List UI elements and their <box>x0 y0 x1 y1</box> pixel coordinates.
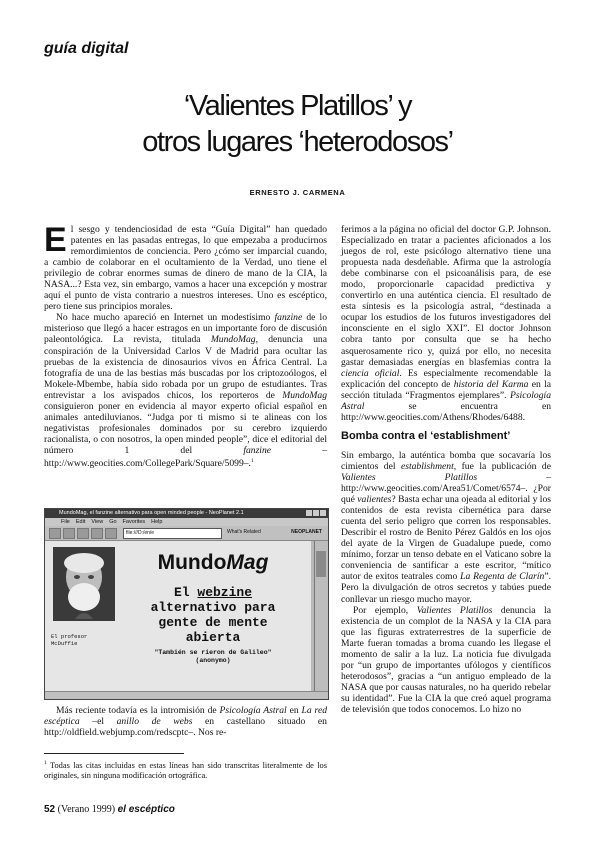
magazine-name: el escéptico <box>117 804 175 815</box>
status-bar <box>45 691 328 699</box>
author-byline: ERNESTO J. CARMENA <box>249 188 346 197</box>
refresh-icon <box>91 528 103 539</box>
professor-photo <box>53 547 115 621</box>
issue-info: (Verano 1999) <box>55 804 118 815</box>
home-icon <box>105 528 117 539</box>
title-line-1: ‘Valientes Platillos’ y <box>183 90 412 122</box>
galileo-quote: "También se rieron de Galileo" (anonymo) <box>154 649 272 664</box>
paragraph: Más reciente todavía es la intromisión de Psicología Astral en La red escéptica –el anillo de webs en castellano situado en http://oldfield.webjump.com/redscptc–. Nos re- <box>44 705 327 739</box>
window-titlebar: MundoMag, el fanzine alternativo para open minded people - NeoPlanet 2.1 <box>45 509 328 518</box>
page-footer <box>44 804 175 815</box>
forward-icon <box>63 528 75 539</box>
address-field: file:///D:/en/e <box>123 528 222 539</box>
mundomag-logo: MundoMag <box>157 551 269 574</box>
drop-cap: E <box>44 221 67 259</box>
website-screenshot <box>44 508 329 700</box>
stop-icon <box>77 528 89 539</box>
maximize-icon <box>313 510 319 516</box>
scrollbar <box>314 541 328 691</box>
window-menubar: File Edit View Go Favorites Help <box>45 518 328 526</box>
page-number: 52 <box>44 804 56 815</box>
minimize-icon <box>306 510 312 516</box>
paragraph: No hace mucho apareció en Internet un modestísimo fanzine de lo misterioso que llegó a hacer estragos en un importante foro de discusión paleontológica. La revista, titulada MundoMag, denuncia una conspiración de la Universidad Carlos V de Madrid para ocultar las pruebas de la existencia de dinosaurios vivos en África Central. La fotografía de una de las bestias más buscadas por los criptozoólogos, el Mokele-Mbembe, había sido robada por un grupo de estudiantes. Tras entrevistar a los avispados chicos, los reporteros de MundoMag consiguieron poner en evidencia al mayor experto oficial español en animales antediluvianos. “Judga por ti mismo si te alineas con los negativistas profesionales dominados por su cerebro izquierdo racionalista, o con nosotros, la open minded people”, dice el editorial del número 1 del fanzine –http://www.geocities.com/CollegePark/Square/5099–.$^1$ <box>44 312 327 470</box>
window-toolbar <box>45 526 328 541</box>
left-column <box>44 221 327 470</box>
paragraph: Por ejemplo, Valientes Platillos denuncia la existencia de un complot de la NASA y la CIA para que las figuras extraterrestres de la superficie de Marte fueran tomadas a broma cuando les llegase el momento de salir a la luz. La noticia fue divulgada por “un grupo de importantes ufólogos y científicos heterodosos”, gracias a “un antiguo empleado de la NASA que por causas naturales, no ha querido rebelar su identidad”. Fue la CIA la que creó aquel programa de televisión que todos conocemos. Lo hizo no <box>341 604 551 715</box>
back-icon <box>49 528 61 539</box>
browser-brand: NEOPLANET <box>291 529 322 535</box>
footnote-ref: 1 <box>250 457 254 464</box>
section-tag: guía digital <box>44 40 129 57</box>
subheading: Bomba contra el ‘establishment’ <box>341 429 511 442</box>
scrollbar-thumb <box>316 551 326 577</box>
title-line-2: otros lugares ‘heterodosos’ <box>142 126 453 158</box>
left-column-continued <box>44 705 327 738</box>
paragraph: ferimos a la página no oficial del doctor G.P. Johnson. Especializado en tratar a pacientes aficionados a los juegos de rol, este psicólogo alternativo tiene una propuesta nada desdeñable. Afirma que la astrología debe combinarse con el psicoanálisis para, de ese modo, proporcionarle capacidad predictiva y convertirlo en una auténtica ciencia. El resultado de esta síntesis es la psicología astral, “destinada a ocupar los estudios de los futuros investigadores del inconsciente en el siglo XXI”. El doctor Johnson cobra tanto por consulta que se ha hecho asquerosamente rico y, quizá por ello, no necesita gastar demasiadas energías en blasfemias contra la ciencia oficial. Es especialmente recomendable la explicación del concepto de historia del Karma en la sección titulada “Fragmentos ejemplares”. Psicología Astral se encuentra en http://www.geocities.com/Athens/Rhodes/6488. <box>341 224 552 423</box>
paragraph: Sin embargo, la auténtica bomba que socavaría los cimientos del establishment, fue la publicación de Valientes Platillos –http://www.geocities.com/Area51/Comet/6574–. ¿Por qué valientes? Basta echar una ojeada al editorial y los contenidos de esta revista cibernética para darse cuenta del serio peligro que corren los responsables. Describir el rostro de Benito Pérez Galdós en los ojos del ayate de la Virgen de Guadalupe puede, como mínimo, forzar un tenso debate en el Vaticano sobre la conveniencia de santificar a este escritor, “mítico autor de exitos teatrales como La Regenta de Clarín”. Pero la divulgación de otros secretos y tabúes puede conllevar un riesgo mucho mayor. <box>341 449 551 605</box>
photo-caption: El profesor McDuffie <box>51 633 88 647</box>
close-icon <box>320 510 326 516</box>
paragraph: El sesgo y tendenciosidad de esta “Guía Digital” han quedado patentes en las pasadas entregas, lo que empezaba a producirnos remordimientos de conciencia. Pero ¿cómo ser imparcial cuando, a cambio de colaborar en el ocultamiento de la Verdad, uno tiene el privilegio de cobrar enormes sumas de dinero de mano de la CIA, la NASA...? Esta vez, sin embargo, vamos a hacer una excepción y mostrar aquí el punto de vista contrario a nuestros intereses. Uno es escéptico, pero tiene sus principios morales. <box>44 221 327 313</box>
article-title <box>40 88 555 160</box>
related-link: What's Related <box>227 529 261 535</box>
footnote: $^1$ Todas las citas incluidas en estas líneas han sido transcritas literalmente de los originales, sin ninguna modificación ortográfica. <box>44 760 327 780</box>
web-page-content <box>45 541 311 691</box>
footnote-divider <box>44 753 184 754</box>
webzine-tagline: El webzine alternativo para gente de mente abierta <box>150 585 276 645</box>
right-column <box>341 224 551 715</box>
